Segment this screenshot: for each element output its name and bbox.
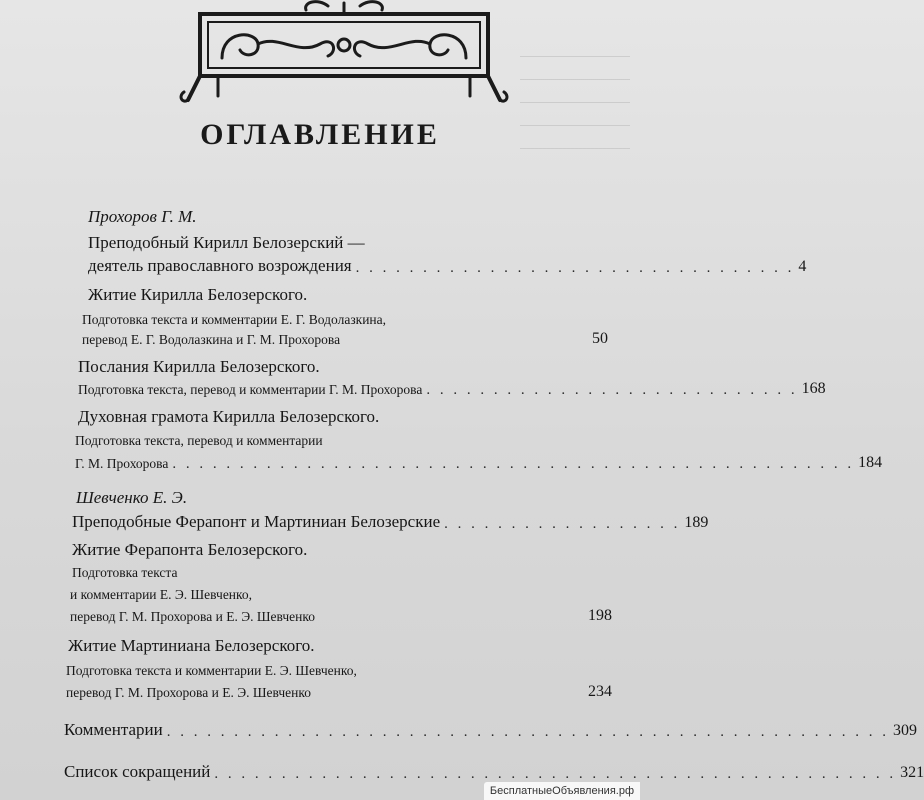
page-number: 309 [892,722,917,739]
page-number: 50 [592,330,608,347]
entry-subtitle: Подготовка текста и комментарии Е. Г. Водолазкина, [82,312,387,327]
toc-entry [66,683,612,701]
toc-entry [64,762,924,782]
entry-title: Преподобные Ферапонт и Мартиниан Белозерские [72,512,441,531]
toc-entry [88,256,807,276]
author-name: Прохоров Г. М. [88,207,197,226]
entry-title: Житие Ферапонта Белозерского. [72,540,308,559]
entry-title: Житие Мартиниана Белозерского. [68,636,315,655]
entry-title: Житие Кирилла Белозерского. [88,285,308,304]
entry-title: деятель православного возрождения [88,256,352,275]
page-number: 184 [858,454,883,471]
page-number: 4 [798,258,807,275]
entry-subtitle: Подготовка текста, перевод и комментарии Г. М. Прохорова [78,382,423,397]
page-number: 189 [684,514,709,531]
author-name: Шевченко Е. Э. [76,488,188,507]
toc-entry [75,454,883,472]
page-number: 321 [900,764,924,781]
entry-title: Духовная грамота Кирилла Белозерского. [78,407,380,426]
entry-title: Список сокращений [64,762,211,781]
entry-subtitle: перевод Г. М. Прохорова и Е. Э. Шевченко [66,685,311,700]
entry-subtitle: перевод Е. Г. Водолазкина и Г. М. Прохорова [82,332,341,347]
entry-title: Послания Кирилла Белозерского. [78,357,320,376]
page-title: ОГЛАВЛЕНИЕ [200,118,440,151]
entry-subtitle: Подготовка текста [72,565,178,580]
toc-entry [78,380,826,398]
entry-title: Комментарии [64,720,163,739]
page-number: 234 [588,683,612,700]
entry-subtitle: Г. М. Прохорова [75,456,169,471]
ornament-frame [178,0,510,105]
entry-title: Преподобный Кирилл Белозерский — [88,233,365,252]
leader-dots: . . . . . . . . . . . . . . . . . . . . . . . . . . . . [426,382,798,398]
entry-subtitle: и комментарии Е. Э. Шевченко, [70,587,253,602]
leader-dots: . . . . . . . . . . . . . . . . . . . . . . . . . . . . . . . . . . . . . . . . . . . . . . . . . . . [172,456,855,472]
leader-dots: . . . . . . . . . . . . . . . . . . . . . . . . . . . . . . . . . [355,260,795,276]
leader-dots: . . . . . . . . . . . . . . . . . . . . . . . . . . . . . . . . . . . . . . . . . . . . . . . . . . . . . . [166,724,889,740]
leader-dots: . . . . . . . . . . . . . . . . . . . . . . . . . . . . . . . . . . . . . . . . . . . . . . . . . . . [214,766,897,782]
toc-entry [72,512,709,532]
entry-subtitle: Подготовка текста, перевод и комментарии [75,433,323,448]
leader-dots: . . . . . . . . . . . . . . . . . . [444,516,681,532]
toc-entry [82,330,608,348]
entry-subtitle: Подготовка текста и комментарии Е. Э. Шевченко, [66,663,357,678]
entry-subtitle: перевод Г. М. Прохорова и Е. Э. Шевченко [70,609,315,624]
toc-entry [64,720,917,740]
toc-entry [70,607,612,625]
page-number: 198 [588,607,612,624]
page-number: 168 [801,380,826,397]
site-watermark: БесплатныеОбъявления.рф [484,782,640,800]
